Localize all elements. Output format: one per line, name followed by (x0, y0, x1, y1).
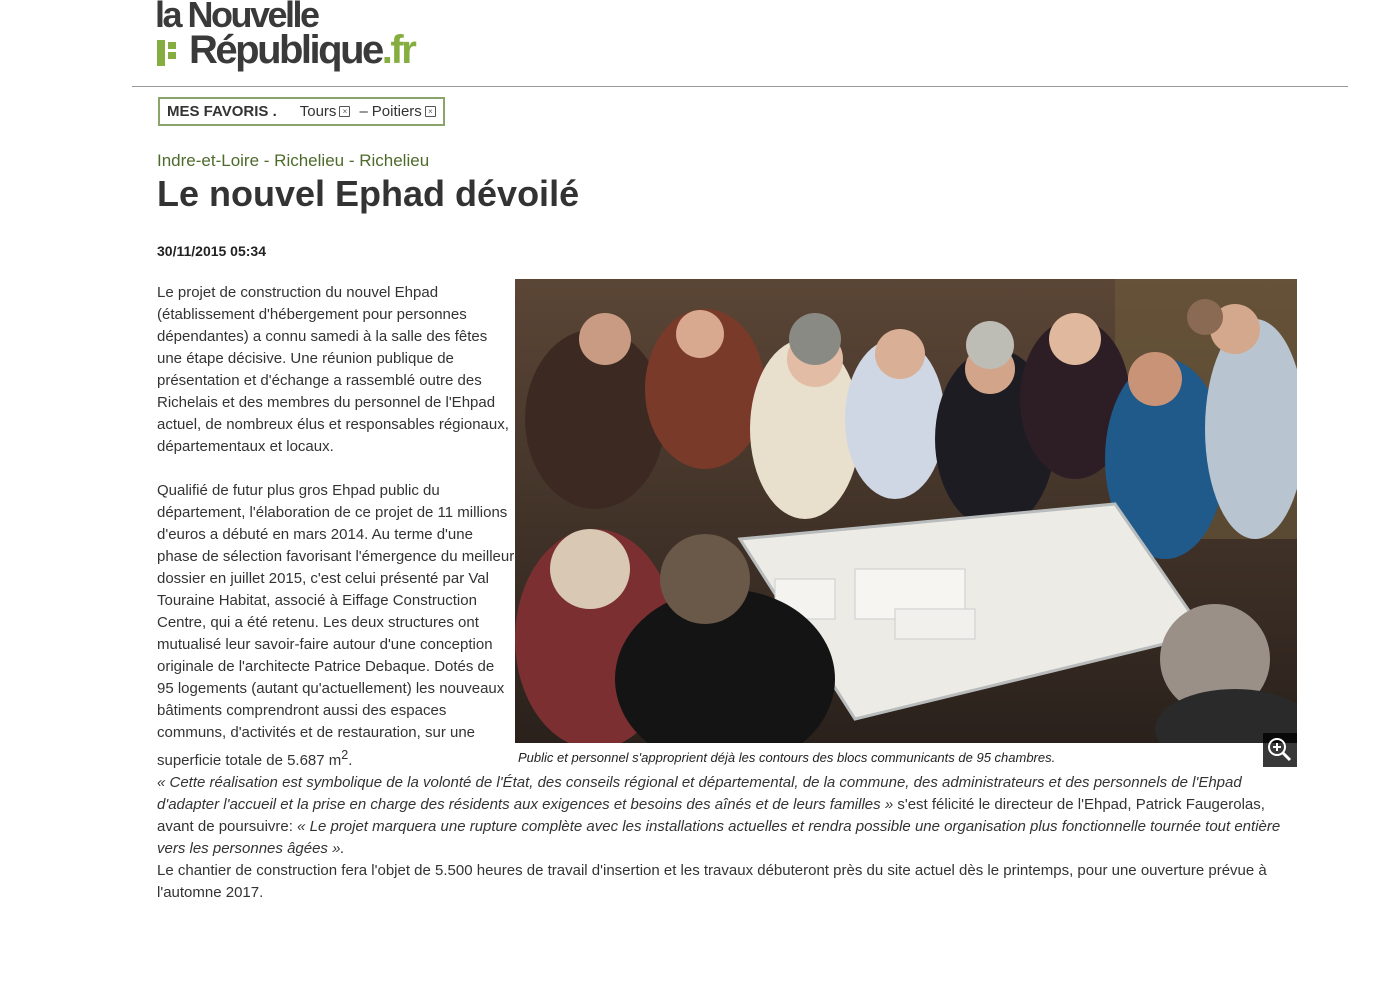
favorites-separator: – (359, 103, 368, 120)
article-photo[interactable] (515, 279, 1297, 743)
close-box-icon[interactable]: × (425, 106, 436, 117)
favorite-item-tours[interactable]: Tours × (300, 103, 351, 120)
article-quote-2: « Le projet marquera une rupture complète avec les installations actuelles et rendra possible une organisation plus fonctionnelle tournée tout entière vers les personnes âgées ». (157, 818, 1281, 857)
breadcrumb-item[interactable]: Indre-et-Loire (157, 151, 260, 170)
favorite-item-poitiers[interactable]: Poitiers × (372, 103, 436, 120)
article-paragraph-3: Le chantier de construction fera l'objet de 5.500 heures de travail d'insertion et les travaux débuteront près du site actuel dès le printemps, pour une ouverture prévue à l'automne 2017. (157, 862, 1267, 901)
logo-line-2: République.fr (189, 28, 415, 72)
site-logo[interactable] (155, 0, 455, 75)
logo-line-1: la Nouvelle (155, 0, 318, 35)
logo-mark-icon (157, 40, 177, 66)
article-paragraph-1: Le projet de construction du nouvel Ehpad (établissement d'hébergement pour personnes dépendantes) a connu samedi à la salle des fêtes une étape décisive. Une réunion publique de présentation et d'échange a rassemblé outre des Richelais et des membres du personnel de l'Ehpad actuel, de nombreux élus et responsables régionaux, départementaux et locaux. (157, 284, 509, 455)
article-photo-figure (515, 279, 1297, 767)
article-paragraph-2: Qualifié de futur plus gros Ehpad public du département, l'élaboration de ce projet de 11 millions d'euros a débuté en mars 2014. Au terme d'une phase de sélection favorisant l'émergence du meilleur dossier en juillet 2015, c'est celui présenté par Val Touraine Habitat, associé à Eiffage Construction Centre, qui a été retenu. Les deux structures ont mutualisé leur savoir-faire autour d'une conception originale de l'architecte Patrice Debaque. Dotés de 95 logements (autant qu'actuellement) les nouveaux bâtiments comprendront aussi des espaces communs, d'activités et de restauration, sur une superficie totale de 5.687 $m^2$. (157, 482, 515, 769)
favorites-label: MES FAVORIS . (167, 103, 277, 120)
article-body (157, 282, 1297, 904)
breadcrumb-item[interactable]: Richelieu (359, 151, 430, 170)
photo-illustration (515, 279, 1297, 743)
breadcrumb: Indre-et-Loire - Richelieu - Richelieu (157, 151, 430, 170)
zoom-in-icon[interactable] (1263, 733, 1297, 767)
close-box-icon[interactable]: × (339, 106, 350, 117)
article-title: Le nouvel Ephad dévoilé (157, 173, 580, 214)
article-date: 30/11/2015 05:34 (157, 243, 266, 259)
article-quote-1: « Cette réalisation est symbolique de la volonté de l'État, des conseils régional et départemental, de la commune, des administrateurs et des personnels de l'Ehpad d'adapter l'accueil et la prise en charge des résidents aux exigences et besoins des aînés et de leurs familles » (157, 774, 1242, 813)
favorites-bar (158, 97, 445, 126)
photo-caption: Public et personnel s'approprient déjà les contours des blocs communicants de 95 chambres. (518, 750, 1056, 765)
header-divider (132, 86, 1348, 87)
article-paragraph-quote: « Cette réalisation est symbolique de la volonté de l'État, des conseils régional et départemental, de la commune, des administrateurs et des personnels de l'Ehpad d'adapter l'accueil et la prise en charge des résidents aux exigences et besoins des aînés et de leurs familles » s'est félicité le directeur de l'Ehpad, Patrick Faugerolas, avant de poursuivre: « Le projet marquera une rupture complète avec les installations actuelles et rendra possible une organisation plus fonctionnelle tournée tout entière vers les personnes âgées ». (157, 774, 1281, 857)
breadcrumb-item[interactable]: Richelieu (274, 151, 345, 170)
